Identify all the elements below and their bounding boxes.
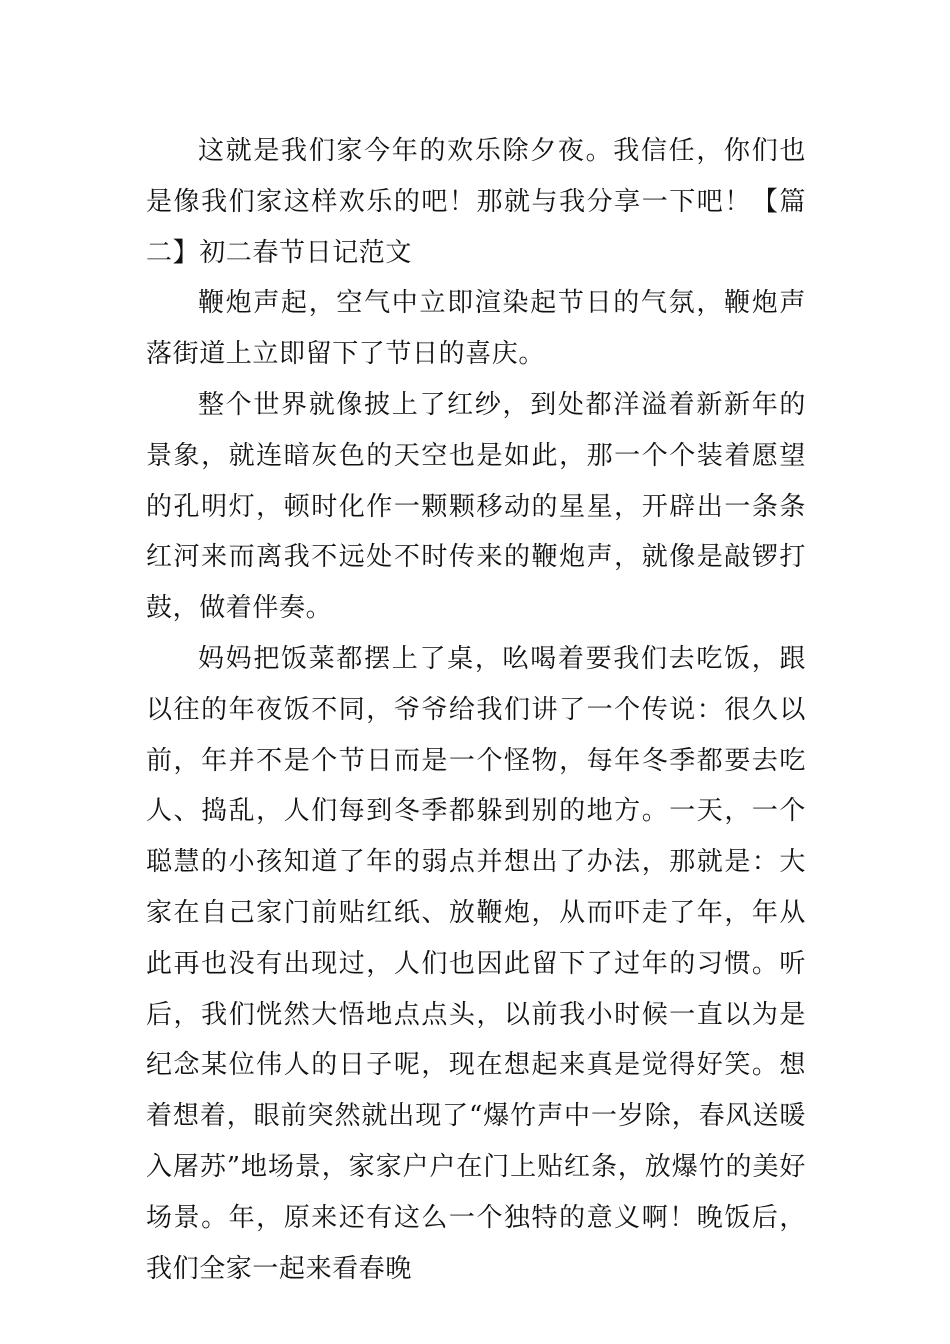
paragraph-3: 整个世界就像披上了红纱，到处都洋溢着新新年的景象，就连暗灰色的天空也是如此，那一个个装着愿望的孔明灯，顿时化作一颗颗移动的星星，开辟出一条条红河来而离我不远处不时传来的鞭炮声，就像是敲锣打鼓，做着伴奏。 <box>146 389 806 624</box>
paragraph-4: 妈妈把饭菜都摆上了桌，吆喝着要我们去吃饭，跟以往的年夜饭不同，爷爷给我们讲了一个传说：很久以前，年并不是个节日而是一个怪物，每年冬季都要去吃人、捣乱，人们每到冬季都躲到别的地方。一天，一个聪慧的小孩知道了年的弱点并想出了办法，那就是：大家在自己家门前贴红纸、放鞭炮，从而吓走了年，年从此再也没有出现过，人们也因此留下了过年的习惯。听后，我们恍然大悟地点点头，以前我小时候一直以为是纪念某位伟人的日子呢，现在想起来真是觉得好笑。想着想着，眼前突然就出现了“爆竹声中一岁除，春风送暖入屠苏”地场景，家家户户在门上贴红条，放爆竹的美好场景。年，原来还有这么一个独特的意义啊！晚饭后，我们全家一起来看春晚 <box>146 643 806 1284</box>
document-page <box>146 126 806 1294</box>
paragraph-2: 鞭炮声起，空气中立即渲染起节日的气氛，鞭炮声落街道上立即留下了节日的喜庆。 <box>146 288 806 370</box>
paragraph-1: 这就是我们家今年的欢乐除夕夜。我信任，你们也是像我们家这样欢乐的吧！那就与我分享一下吧！【篇二】初二春节日记范文 <box>146 136 806 268</box>
